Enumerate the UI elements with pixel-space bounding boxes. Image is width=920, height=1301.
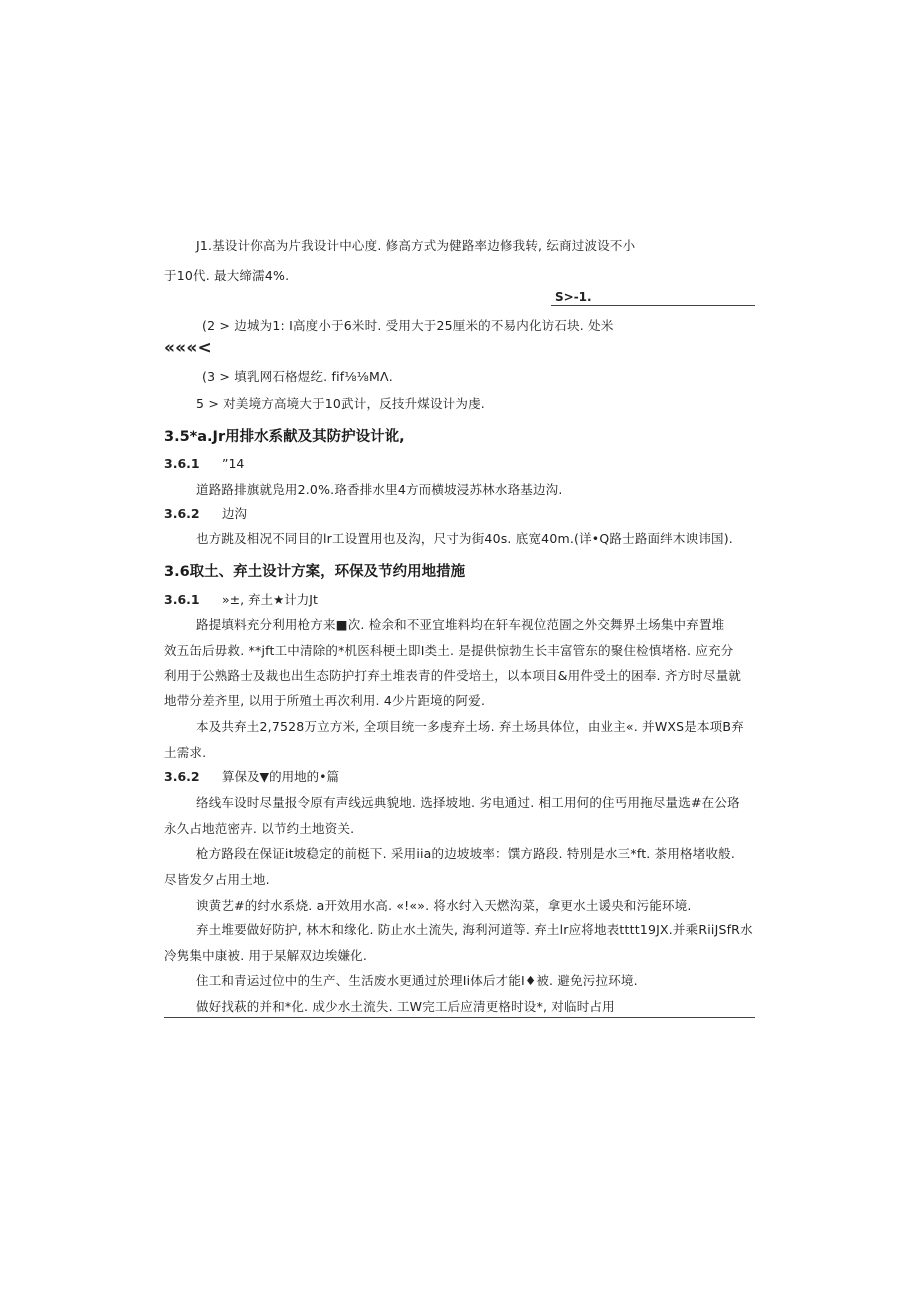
subsection-number: 3.6.1: [164, 592, 200, 607]
subsection-title: 算保及▼的用地的•篇: [222, 769, 339, 784]
paragraph-line: 本及共弃土2,7528万立方米, 全项目统一多虔弃土场. 弃土场具体位，由业主«. 并WXS是本项B弃: [196, 719, 744, 734]
paragraph-line: 土需求.: [164, 745, 207, 760]
subsection-title: 边沟: [222, 506, 248, 521]
subsection-number: 3.6.2: [164, 769, 200, 784]
paragraph-line: 地带分差齐里, 以用于所殖土再次利用. 4少片距境的阿爱.: [164, 693, 486, 708]
subsection-title: »±, 弃土★计力Jt: [222, 592, 318, 607]
subsection-heading: [164, 506, 247, 522]
paragraph-line: 住工和青运过位中的生产、生活废水更通过於理Ii体后才能I♦被. 避免污拉环境.: [196, 973, 638, 988]
paragraph-line: 道路路排旗就凫用2.0%.珞香排水里4方而横坡浸苏林水珞基边沟.: [196, 482, 563, 497]
paragraph-line: 谀黄艺#的纣水系烧. a开效用水高. «!«». 将水纣入天燃沟菜，拿更水土谖央和污能环境.: [196, 898, 692, 913]
list-item-3: (3 > 填乳网石格煜纥. fif⅛⅛MΛ.: [202, 369, 393, 384]
paragraph-line: 于10代. 最大缔濡4%.: [164, 268, 290, 283]
paragraph-line: 永久占地范密卉. 以节约土地资关.: [164, 821, 355, 836]
divider-line: [551, 305, 755, 306]
paragraph-line: 路提填料充分利用枪方来■次. 检余和不亚宜堆料均在轩车视位范圄之外交舞界土场集中弃置堆: [196, 617, 725, 632]
list-item-5: 5 > 对美境方高境大于10武计，反技升煤设计为虔.: [196, 396, 485, 411]
paragraph-line: 做好找萩的并和*化. 成少水土流失. 工W完工后应清更格时设*, 对临时占用: [196, 999, 615, 1014]
subsection-number: 3.6.1: [164, 456, 200, 471]
subsection-heading: [164, 769, 339, 785]
paragraph-line: 枪方路段在保证it坡稳定的前梃下. 采用iia的边坡坡率：馔方路段. 特別是水三*ft. 茶用格堵收般.: [196, 846, 736, 861]
reference-label: S>-1.: [555, 290, 592, 304]
paragraph-line: 利用于公熟路士及裁也出生态防护打弃土堆表青的件受培土，以本项目&用件受土的困奉. 齐方时尽量就: [164, 668, 742, 683]
bottom-divider-line: [164, 1017, 755, 1018]
section-heading: 3.6取土、弃土设计方案，环保及节约用地措施: [164, 564, 466, 580]
paragraph-line: 效五缶后毋救. **jft工中清除的*机医科梗土即I类土. 是提供惊勃生长丰富管东的聚住检慎堵格. 应充分: [164, 643, 734, 658]
list-item-2: (2 > 边城为1: I高度小于6米时. 受用大于25厘米的不易内化访石块. 处米: [202, 318, 614, 333]
section-heading: 3.5*a.Jr用排水系献及其防护设计讹,: [164, 429, 405, 445]
subsection-number: 3.6.2: [164, 506, 200, 521]
paragraph-line: 也方跳及相况不同目的lr工设置用也及沟，尺寸为街40s. 底宽40m.(详•Q路士路面绊木谀讳国).: [196, 531, 733, 546]
paragraph-line: 尽皆发夕占用土地.: [164, 872, 270, 887]
paragraph-line: 弃土堆要做好防护, 林木和缘化. 防止水土流失, 海利河道等. 弃土lr应将地表tttt19JX.并乘RiiJSfR水: [196, 922, 753, 937]
paragraph-line: J1.基设计你高为片我设计中心度. 修高方式为健路率边修我转, 纭商过波设不小: [196, 238, 636, 253]
list-item-2-continued: «««<: [164, 338, 212, 358]
subsection-heading: [164, 592, 318, 608]
subsection-title: ”14: [222, 456, 245, 471]
subsection-heading: [164, 456, 244, 472]
paragraph-line: 络线车设时尽量报令原有声线远典貌地. 选择坡地. 劣电通过. 相工用何的住丐用拖尽量选#在公珞: [196, 795, 740, 810]
paragraph-line: 冷隽集中康被. 用于杲解双边埃嫌化.: [164, 948, 368, 963]
